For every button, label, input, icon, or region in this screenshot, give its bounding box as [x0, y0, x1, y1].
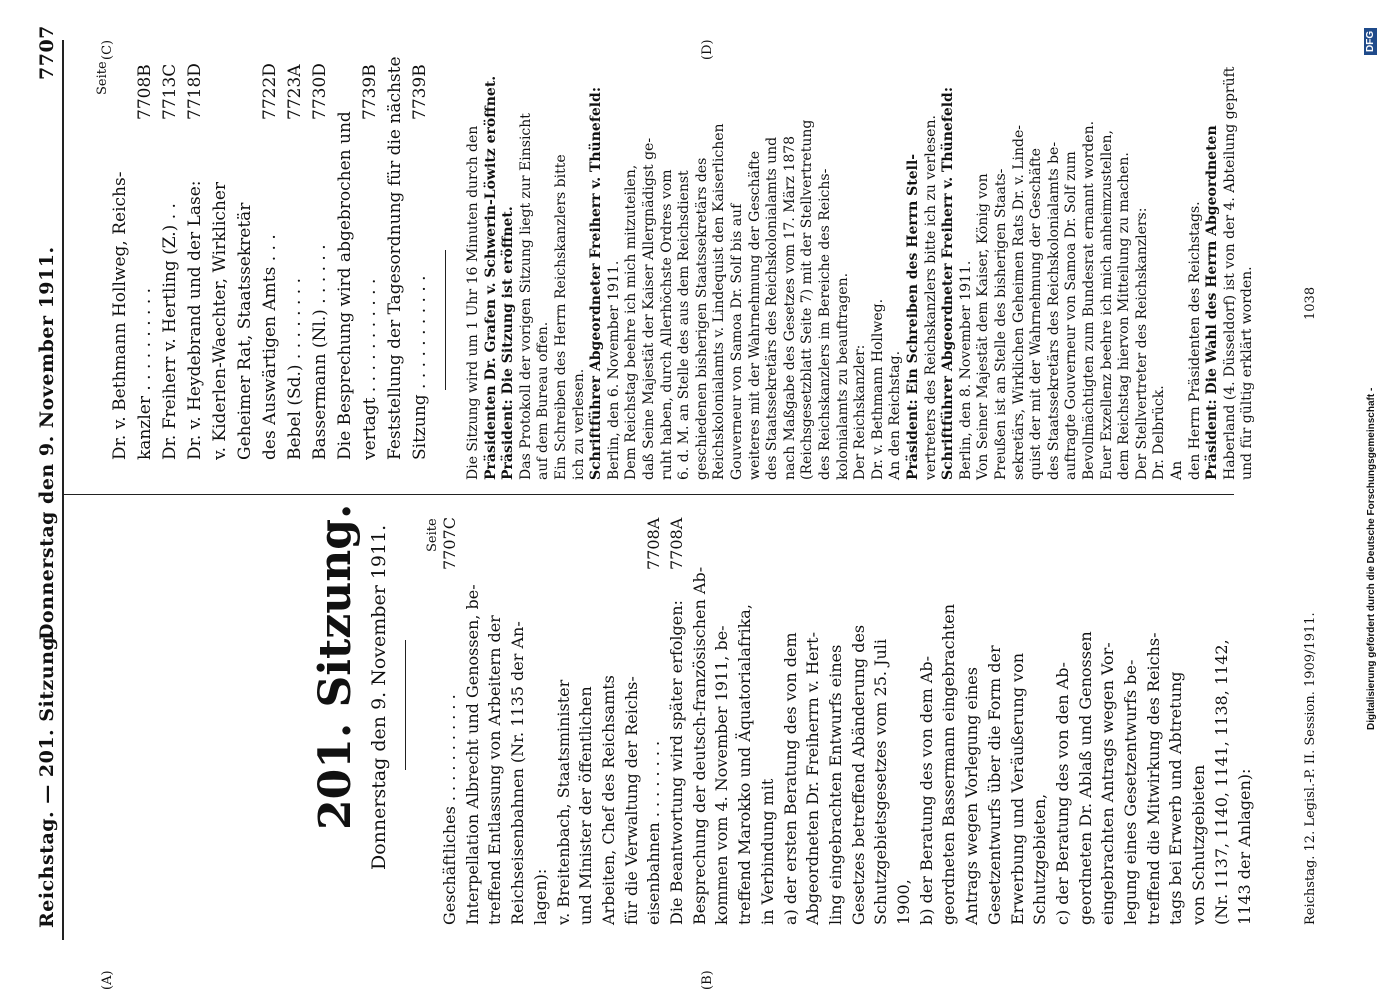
left-line — [463, 584, 482, 925]
left-line-text: Arbeiten, Chef des Reichsamts — [598, 675, 618, 925]
page-number: 7707 — [36, 25, 58, 80]
body-line: Ein Schreiben des Herrn Reichskanzlers bitte — [553, 154, 569, 480]
left-line-text: a) der ersten Beratung des von dem — [780, 632, 800, 925]
left-line — [1144, 633, 1163, 925]
body-line: Berlin, den 8. November 1911. — [957, 260, 974, 480]
toc-row: v. Kiderlen-Waechter, Wirklicher — [210, 181, 230, 460]
body-line: ruht haben, durch Allerhöchste Ordres vom — [658, 169, 675, 480]
body-line: des Staatssekretärs des Reichskolonialamts be- — [1045, 141, 1062, 480]
header-rule — [62, 40, 64, 940]
toc-row: des Auswärtigen Amts . . . — [260, 234, 280, 460]
left-line-text: treffend Marokko und Äquatorialafrika, — [735, 604, 755, 925]
left-line — [622, 676, 641, 925]
body-line: auftragte Gouverneur von Samoa Dr. Solf zum — [1063, 151, 1080, 480]
left-line — [803, 632, 822, 925]
body-line: Preußen ist an Stelle des bisherigen Staats- — [993, 168, 1009, 480]
left-line — [440, 694, 459, 925]
left-line-text: v. Breitenbach, Staatsminister — [553, 679, 573, 925]
body-line: Präsidenten Dr. Grafen v. Schwerin-Löwitz eröffnet. — [482, 75, 499, 480]
session-title: 201. Sitzung. — [310, 503, 361, 830]
left-line — [962, 667, 981, 925]
left-line — [758, 779, 777, 925]
left-line — [1235, 769, 1254, 925]
body-line: Haberland (4. Düsseldorf) ist von der 4. Abteilung geprüft — [1221, 66, 1238, 480]
left-line-text: in Verbindung mit — [757, 778, 777, 925]
toc-rule — [445, 250, 446, 390]
left-line — [735, 604, 754, 925]
toc-page-ref: 7730D — [310, 63, 330, 120]
body-line: Schriftführer Abgeordneter Freiherr v. Thünefeld: — [940, 86, 957, 480]
left-line — [712, 625, 731, 925]
body-line: des Staatssekretärs des Reichskolonialamts und — [764, 136, 781, 480]
title-rule — [405, 640, 406, 770]
toc-row: Feststellung der Tagesordnung für die nächste — [385, 56, 405, 460]
margin-mark-a: (A) — [100, 970, 115, 990]
body-line: (Reichsgesetzblatt Seite 7) mit der Stellvertretung — [799, 119, 816, 480]
body-line: weiteres mit der Wahrnehmung der Geschäfte — [746, 150, 763, 480]
running-header-date: Donnerstag den 9. November 1911. — [36, 246, 58, 640]
body-line: Reichskolonialamts v. Lindequist den Kaiserlichen — [711, 123, 728, 480]
body-line: 6. d. M. an Stelle des aus dem Reichsdienst — [676, 170, 693, 480]
body-line: Präsident: Ein Schreiben des Herrn Stell- — [905, 153, 921, 480]
body-line: den Herrn Präsidenten des Reichstags. — [1186, 201, 1203, 480]
body-line: Von Seiner Majestät dem Kaiser, König von — [975, 173, 992, 480]
toc-row: Sitzung . . . . . . . . . . . — [410, 275, 430, 460]
left-line-text: eingebrachten Antrags wegen Vor- — [1098, 642, 1118, 925]
left-line-text: Abgeordneten Dr. Freiherrn v. Hert- — [803, 632, 823, 925]
body-line: Die Sitzung wird um 1 Uhr 16 Minuten durch den — [465, 125, 481, 480]
left-line — [644, 741, 663, 925]
body-line: nach Maßgabe des Gesetzes vom 17. März 1878 — [781, 135, 798, 480]
left-line-text: treffend die Mitwirkung des Reichs- — [1143, 632, 1163, 925]
left-line — [939, 604, 958, 925]
left-line-text: von Schutzgebieten — [1189, 764, 1209, 925]
left-line — [576, 686, 595, 925]
left-line — [985, 645, 1004, 925]
left-line-page-ref: 7707C — [440, 517, 459, 570]
margin-mark-d: (D) — [700, 39, 715, 60]
left-line-text: Besprechung der deutsch-französischen Ab- — [689, 566, 709, 925]
left-line-text: Gesetzentwurfs über die Form der — [984, 645, 1004, 925]
left-line-text: Interpellation Albrecht und Genossen, be- — [462, 584, 482, 925]
body-line: kolonialamts zu beauftragen. — [834, 272, 851, 480]
toc-row: Dr. Freiherr v. Hertling (Z.) . . — [160, 203, 180, 460]
body-line: An — [1169, 460, 1185, 480]
left-seite-label: Seite — [425, 518, 440, 552]
left-line — [1030, 794, 1049, 925]
left-line-text: 1900, — [894, 879, 913, 925]
left-line — [667, 600, 686, 925]
left-line-text: Antrags wegen Vorlegung eines — [962, 667, 982, 925]
margin-mark-b: (B) — [700, 970, 715, 990]
toc-row: vertagt . . . . . . . . . . . — [360, 278, 380, 460]
left-line — [917, 656, 936, 925]
body-line: daß Seine Majestät der Kaiser Allergnädigst ge- — [641, 137, 657, 480]
body-line: An den Reichstag. — [887, 350, 904, 480]
body-line: Präsident: Die Sitzung ist eröffnet. — [500, 206, 517, 480]
toc-row: Dr. v. Heydebrand und der Lase: — [185, 180, 205, 460]
body-line: ich zu verlesen. — [570, 368, 587, 480]
left-line — [849, 625, 868, 925]
left-line-text: Reichseisenbahnen (Nr. 1135 der An- — [508, 621, 528, 925]
body-line: des Reichskanzlers im Bereiche des Reichs- — [817, 168, 833, 480]
toc-page-ref: 7708B — [135, 64, 155, 120]
body-line: dem Reichstag hiervon Mitteilung zu machen. — [1116, 152, 1133, 480]
left-line-text: (Nr. 1137, 1140, 1141, 1138, 1142, — [1211, 639, 1231, 925]
toc-row: Die Besprechung wird abgebrochen und — [335, 111, 355, 460]
left-line — [599, 675, 618, 925]
body-line: quist der mit der Wahrnehmung der Geschäfte — [1028, 148, 1045, 480]
left-line-text: und Minister der öffentlichen — [576, 686, 596, 925]
right-seite-label: Seite — [95, 61, 110, 95]
footer-folio: 1038 — [1303, 286, 1318, 320]
running-header-left: Reichstag. — 201. Sitzung. — [36, 629, 58, 928]
body-line: Berlin, den 6. November 1911. — [605, 260, 622, 480]
left-line-text: kommen vom 4. November 1911, be- — [712, 625, 732, 925]
margin-mark-c: (C) — [100, 39, 115, 60]
toc-page-ref: 7739B — [410, 64, 430, 120]
body-line: sekretärs, Wirklichen Geheimen Rats Dr. v. Linde- — [1010, 125, 1027, 480]
column-divider — [64, 494, 1234, 495]
left-line-text: Die Beantwortung wird später erfolgen: — [667, 600, 686, 925]
left-line-text: ling eingebrachten Entwurfs eines — [825, 644, 845, 925]
body-line: Gouverneur von Samoa Dr. Solf bis auf — [729, 203, 745, 480]
left-line — [508, 621, 527, 925]
left-line-text: geordneten Dr. Ablaß und Genossen — [1075, 631, 1095, 925]
left-line-page-ref: 7708A — [667, 517, 686, 570]
left-line — [1076, 631, 1095, 925]
toc-page-ref: 7713C — [160, 63, 180, 120]
body-line: und für gültig erklärt worden. — [1239, 266, 1256, 480]
left-line-text: für die Verwaltung der Reichs- — [621, 676, 641, 925]
left-line — [485, 615, 504, 925]
body-line: Schriftführer Abgeordneter Freiherr v. Thünefeld: — [588, 86, 605, 480]
toc-row: kanzler . . . . . . . . . . — [135, 287, 155, 460]
left-line-text: Gesetzes betreffend Abänderung des — [848, 624, 868, 925]
left-line — [1008, 653, 1027, 925]
body-line: Dr. Delbrück. — [1151, 385, 1168, 480]
toc-page-ref: 7739B — [360, 64, 380, 120]
left-line — [531, 869, 550, 925]
left-line-text: c) der Beratung des von den Ab- — [1052, 662, 1072, 925]
body-line: vertreters des Reichskanzlers bitte ich zu verlesen. — [922, 115, 939, 480]
toc-row: Dr. v. Bethmann Hollweg, Reichs- — [110, 171, 130, 460]
digitization-note: Digitalisierung gefördert durch die Deutsche Forschungsgemeinschaft - — [1366, 387, 1377, 730]
left-line-text: b) der Beratung des von dem Ab- — [916, 655, 936, 925]
left-line-text: 1143 der Anlagen): — [1234, 768, 1254, 925]
dfg-logo: DFG — [1364, 28, 1377, 55]
left-line-text: tags bei Erwerb und Abtretung — [1166, 671, 1186, 925]
left-line-text: eisenbahnen . . . . . . . . — [644, 740, 664, 925]
body-line: Dr. v. Bethmann Hollweg. — [869, 298, 886, 480]
left-line — [826, 645, 845, 925]
body-line: geschiedenen bisherigen Staatssekretärs des — [693, 157, 710, 480]
left-line-text: lagen): — [530, 868, 550, 925]
left-line — [1166, 672, 1185, 925]
body-line: Dem Reichstag beehre ich mich mitzuteilen, — [623, 164, 640, 480]
body-line: Bevollmächtigten zum Bundesrat ernannt worden. — [1081, 120, 1097, 480]
left-line-text: geordneten Bassermann eingebrachten — [939, 603, 959, 925]
left-line-page-ref: 7708A — [644, 517, 664, 570]
left-line — [1189, 765, 1208, 925]
toc-row: Bassermann (Nl.) . . . . . . — [310, 244, 330, 460]
footer-session-info: Reichstag. 12. Legisl.-P. II. Session. 1909/1911. — [1303, 612, 1318, 925]
toc-page-ref: 7718D — [185, 63, 205, 120]
left-line — [1212, 639, 1231, 925]
body-line: auf dem Bureau offen. — [535, 321, 552, 480]
left-line — [1121, 660, 1140, 925]
left-line — [1098, 642, 1117, 925]
body-line: Euer Exzellenz beehre ich mich anheimzustellen, — [1098, 130, 1115, 480]
left-line — [554, 680, 573, 925]
toc-page-ref: 7722D — [260, 63, 280, 120]
session-date: Donnerstag den 9. November 1911. — [368, 524, 390, 870]
left-line-text: Schutzgebietsgesetzes vom 25. Juli — [871, 639, 891, 925]
left-line-text: legung eines Gesetzentwurfs be- — [1121, 659, 1140, 925]
left-line-text: Schutzgebieten, — [1030, 793, 1050, 925]
left-line-text: Geschäftliches . . . . . . . . . . . — [440, 694, 459, 925]
left-line — [894, 879, 913, 925]
toc-row: Bebel (Sd.) . . . . . . . . — [285, 278, 305, 460]
body-line: Das Protokoll der vorigen Sitzung liegt zur Einsicht — [517, 113, 534, 480]
toc-row: Geheimer Rat, Staatssekretär — [235, 202, 255, 460]
left-line — [871, 639, 890, 925]
toc-page-ref: 7723A — [285, 64, 305, 120]
left-line-text: treffend Entlassung von Arbeitern der — [485, 615, 505, 925]
body-line: Präsident: Die Wahl des Herrn Abgeordneten — [1204, 125, 1221, 480]
body-line: Der Reichskanzler: — [852, 344, 869, 480]
left-line — [781, 632, 800, 925]
left-line — [690, 567, 709, 925]
left-line — [1053, 662, 1072, 925]
body-line: Der Stellvertreter des Reichskanzlers: — [1133, 207, 1150, 480]
left-line-text: Erwerbung und Veräußerung von — [1007, 652, 1027, 925]
